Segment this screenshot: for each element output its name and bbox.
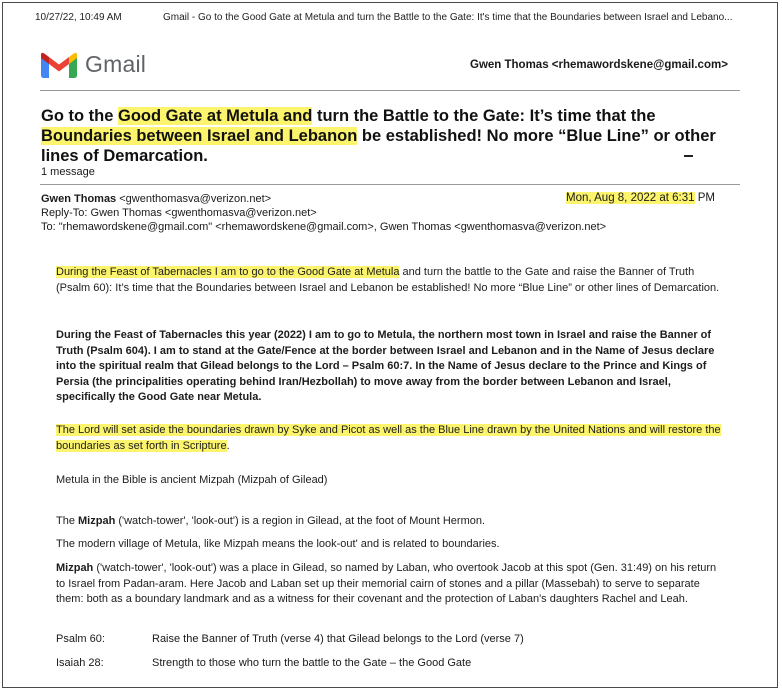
message-count: 1 message	[41, 166, 95, 178]
body-paragraph-2: During the Feast of Tabernacles this year (2022) I am to go to Metula, the northern most town in Israel and raise the Banner of Truth (Psalm 604). I am to stand at the Gate/Fence at the border between Israel and Lebanon and in the Name of Jesus declare into the spiritual realm that Gilead belongs to the Lord – Psalm 60:7. In the Name of Jesus declare to the Prince and Kings of Persia (the principalities operating behind Iran/Hezbollah) to move away from the border between Lebanon and Israel, specifically the Good Gate near Metula.	[56, 329, 715, 403]
subject-highlight-2: Boundaries between Israel and Lebanon	[41, 127, 358, 145]
body-para7-rest: ('watch-tower', 'look-out') was a place in Gilead, so named by Laban, who overtook Jacob at this spot (Gen. 31:49) on his return to Israel from Padan-aram. Here Jacob and Laban set up their memorial cairn of stones and a pillar (Massebah) to serve to separate them: both as a boundary landmark and as a witness for their covenant and the protection of Laban's daughters Rachel and Leah.	[56, 562, 717, 605]
reference-label: Isaiah 28:	[56, 657, 104, 669]
body-paragraph-7	[56, 561, 726, 608]
account-label: Gwen Thomas <rhemawordskene@gmail.com>	[470, 59, 728, 71]
body-para1-highlight: During the Feast of Tabernacles I am to go to the Good Gate at Metula	[56, 266, 400, 278]
message-date	[566, 192, 715, 204]
body-paragraph-5	[56, 514, 726, 530]
reply-to-line: Reply-To: Gwen Thomas <gwenthomasva@verizon.net>	[41, 207, 317, 219]
body-para5-rest: ('watch-tower', 'look-out') is a region in Gilead, at the foot of Mount Hermon.	[115, 515, 486, 527]
to-line: To: "rhemawordskene@gmail.com" <rhemawordskene@gmail.com>, Gwen Thomas <gwenthomasva@verizon.net>	[41, 221, 607, 233]
subject-text-3: be established! No more “Blue Line” or other lines of Demarcation.	[41, 127, 716, 165]
message-date-suffix: PM	[694, 192, 715, 204]
body-paragraph-4: Metula in the Bible is ancient Mizpah (Mizpah of Gilead)	[56, 474, 328, 486]
reference-text: Raise the Banner of Truth (verse 4) that Gilead belongs to the Lord (verse 7)	[152, 633, 524, 645]
body-para1-rest: and turn the battle to the Gate and raise the Banner of Truth (Psalm 60): It’s time that the Boundaries between Israel and Lebanon be established! No more “Blue Line” or other lines of Demarcation.	[56, 266, 720, 294]
subject-text-2: turn the Battle to the Gate: It’s time that the	[312, 107, 656, 125]
stray-mark	[684, 155, 693, 157]
subject-highlight-1: Good Gate at Metula and	[118, 107, 313, 125]
body-paragraph-3	[56, 423, 726, 454]
gmail-m-icon	[41, 51, 77, 78]
reference-text: Strength to those who turn the battle to the Gate – the Good Gate	[152, 657, 472, 669]
reference-label: Psalm 60:	[56, 633, 105, 645]
sender-line	[41, 193, 271, 205]
message-divider	[40, 184, 740, 185]
message-date-highlight: Mon, Aug 8, 2022 at 6:31	[566, 192, 695, 204]
sender-name: Gwen Thomas	[41, 193, 117, 205]
body-para7-bold: Mizpah	[56, 562, 94, 574]
body-para3-rest: .	[226, 439, 230, 452]
print-timestamp: 10/27/22, 10:49 AM	[35, 12, 122, 23]
sender-email: <gwenthomasva@verizon.net>	[119, 193, 272, 205]
body-para3-highlight: The Lord will set aside the boundaries drawn by Syke and Picot as well as the Blue Line drawn by the United Nations and will restore the boundaries as set forth in Scripture	[56, 424, 721, 452]
email-subject	[41, 106, 731, 166]
body-paragraph-1	[56, 265, 726, 296]
body-paragraph-6: The modern village of Metula, like Mizpah means the look-out' and is related to boundaries.	[56, 538, 500, 550]
header-divider	[40, 90, 740, 91]
gmail-logo	[41, 51, 146, 78]
body-para5-bold: Mizpah	[78, 515, 116, 527]
gmail-wordmark: Gmail	[85, 51, 147, 77]
subject-text-1: Go to the	[41, 107, 118, 125]
print-page-title: Gmail - Go to the Good Gate at Metula and turn the Battle to the Gate: It's time that the Boundaries between Israel and Lebano...	[163, 12, 733, 23]
body-para5-pre: The	[56, 515, 79, 527]
